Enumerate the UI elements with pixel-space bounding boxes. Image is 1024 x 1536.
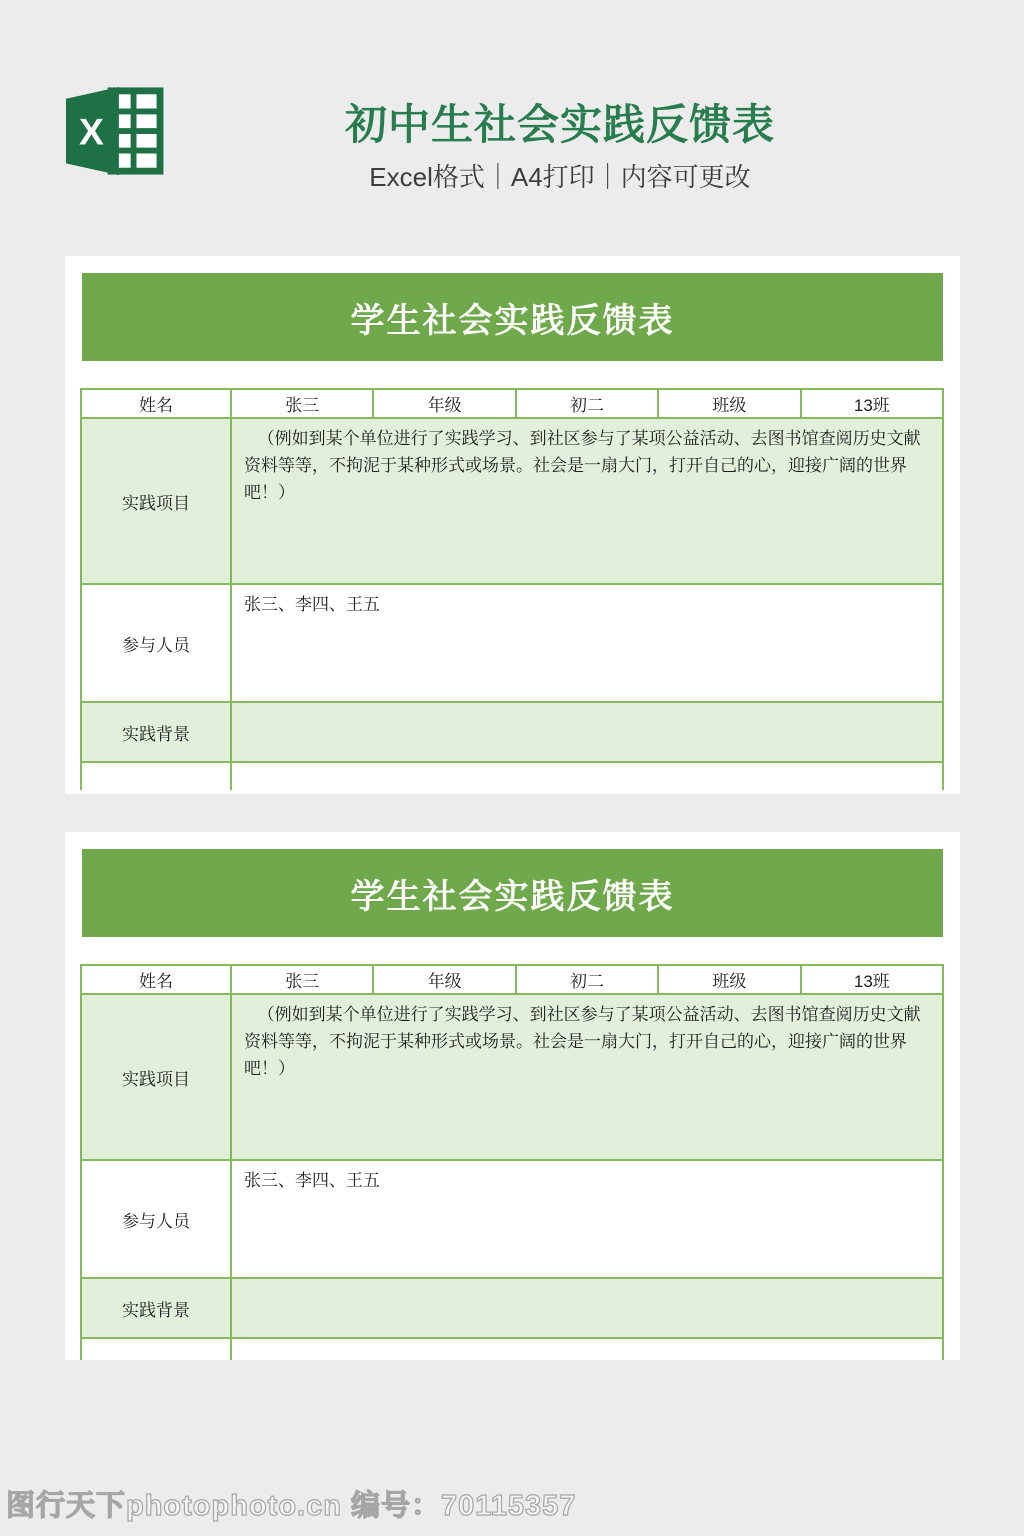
background-content <box>232 1279 942 1337</box>
clipped-row-label <box>82 763 232 790</box>
svg-text:X: X <box>79 110 104 153</box>
template-preview-card-1 <box>65 256 960 794</box>
participants-content: 张三、李四、王五 <box>244 595 380 614</box>
info-row <box>82 390 942 419</box>
excel-logo-graphic <box>62 84 164 178</box>
background-label: 实践背景 <box>82 703 232 761</box>
name-value-cell: 张三 <box>232 966 374 993</box>
project-label: 实践项目 <box>82 995 232 1159</box>
project-row <box>82 419 942 585</box>
name-value-cell: 张三 <box>232 390 374 417</box>
project-content: （例如到某个单位进行了实践学习、到社区参与了某项公益活动、去图书馆查阅历史文献资料等等，不拘泥于某种形式或场景。社会是一扇大门，打开自己的心，迎接广阔的世界吧！） <box>244 1005 921 1078</box>
background-label: 实践背景 <box>82 1279 232 1337</box>
clipped-row-content <box>232 1339 942 1360</box>
class-value-cell: 13班 <box>853 972 890 991</box>
card-banner <box>82 849 943 937</box>
project-row <box>82 995 942 1161</box>
form-title: 学生社会实践反馈表 <box>350 877 675 916</box>
name-label-cell: 姓名 <box>82 966 232 993</box>
background-row <box>82 703 942 763</box>
form-title: 学生社会实践反馈表 <box>350 301 675 340</box>
background-content <box>232 703 942 761</box>
clipped-row-content <box>232 763 942 790</box>
participants-label: 参与人员 <box>82 1161 232 1277</box>
page-title: 初中生社会实践反馈表 <box>344 101 775 148</box>
clipped-row-label <box>82 1339 232 1360</box>
feedback-form-table <box>80 964 944 1360</box>
feedback-form-table <box>80 388 944 790</box>
class-label-cell: 班级 <box>659 966 801 993</box>
participants-row <box>82 1161 942 1279</box>
project-label: 实践项目 <box>82 419 232 583</box>
grade-value-cell: 初二 <box>517 390 659 417</box>
background-row <box>82 1279 942 1339</box>
project-content: （例如到某个单位进行了实践学习、到社区参与了某项公益活动、去图书馆查阅历史文献资料等等，不拘泥于某种形式或场景。社会是一扇大门，打开自己的心，迎接广阔的世界吧！） <box>244 429 921 502</box>
class-label-cell: 班级 <box>659 390 801 417</box>
site-watermark: 图行天下photophoto.cn 编号：70115357 <box>6 1490 577 1522</box>
participants-row <box>82 585 942 703</box>
clipped-row <box>82 1339 942 1360</box>
grade-value-cell: 初二 <box>517 966 659 993</box>
page-subtitle: Excel格式｜A4打印｜内容可更改 <box>369 162 751 192</box>
card-banner <box>82 273 943 361</box>
class-value-cell: 13班 <box>853 396 890 415</box>
grade-label-cell: 年级 <box>374 966 516 993</box>
excel-icon <box>62 84 164 178</box>
info-row <box>82 966 942 995</box>
participants-label: 参与人员 <box>82 585 232 701</box>
name-label-cell: 姓名 <box>82 390 232 417</box>
participants-content: 张三、李四、王五 <box>244 1171 380 1190</box>
clipped-row <box>82 763 942 790</box>
grade-label-cell: 年级 <box>374 390 516 417</box>
template-preview-card-2 <box>65 832 960 1360</box>
